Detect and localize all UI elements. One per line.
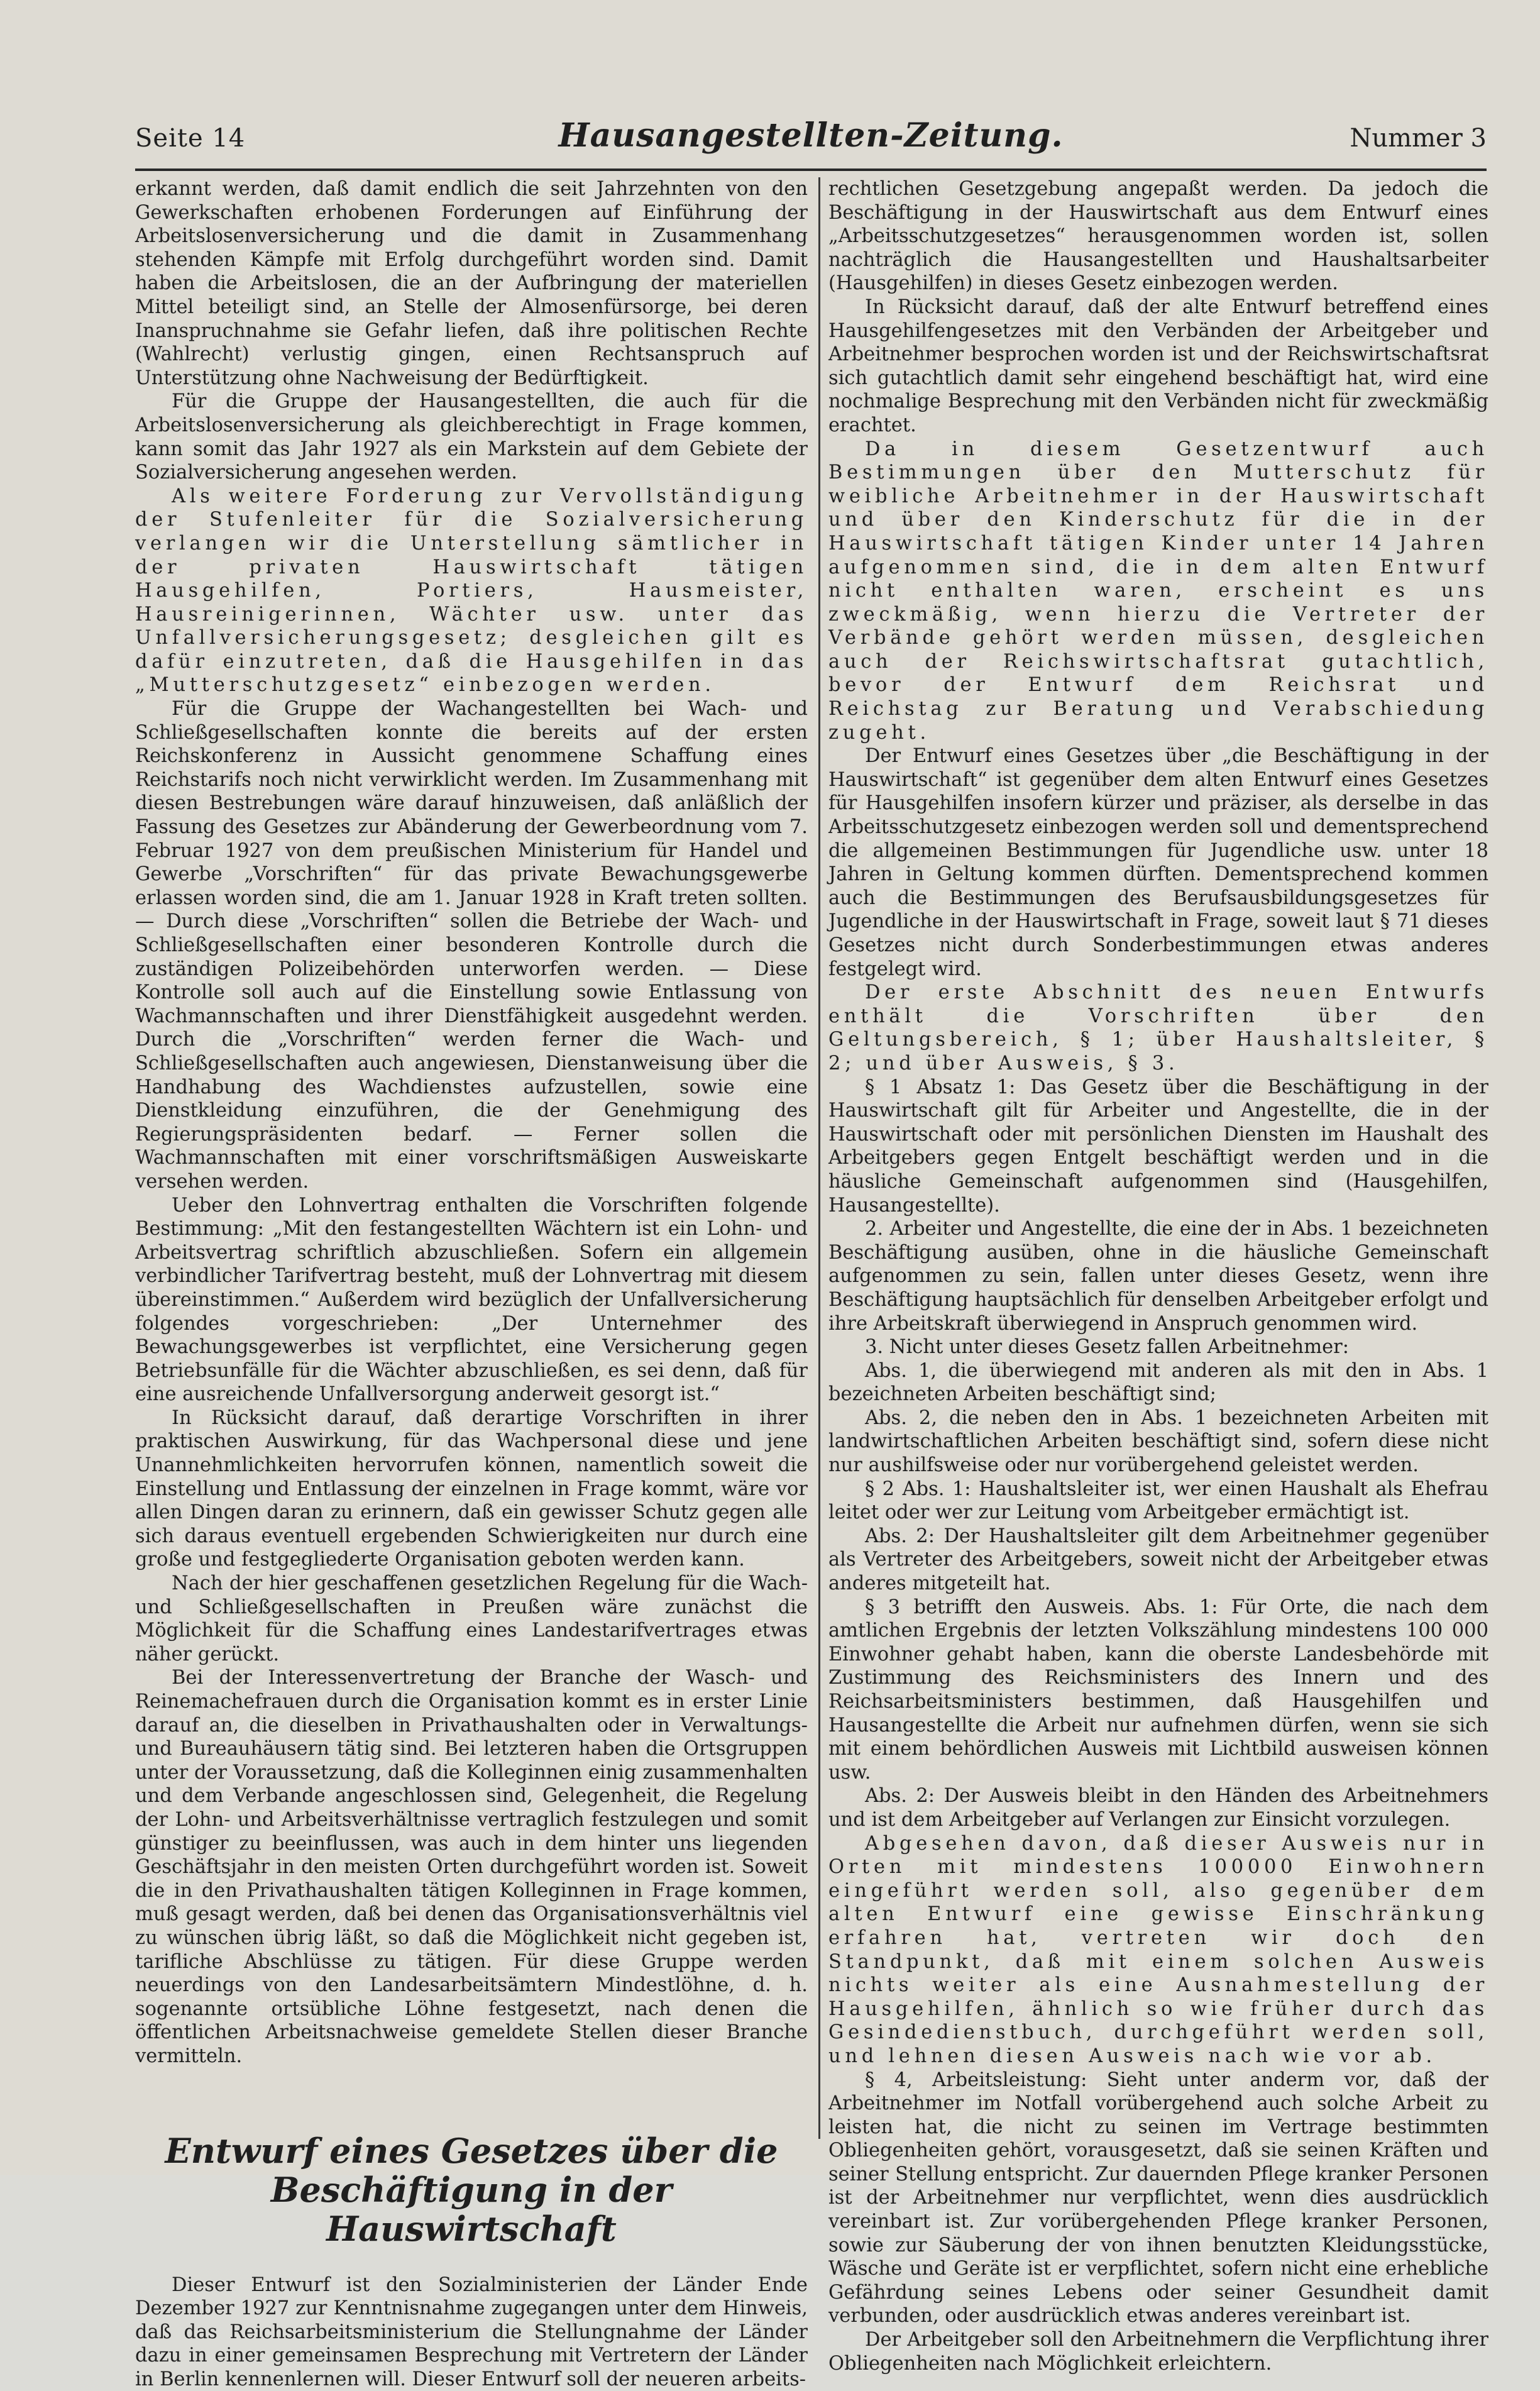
paragraph: rechtlichen Gesetzgebung angepaßt werden. Da jedoch die Beschäftigung in der Hauswirtschaft aus dem Entwurf eines „Arbeitsschutzgesetzes“ herausgenommen worden ist, sollen nachträglich die Hausangestellten und Haushaltsarbeiter (Hausgehilfen) in dieses Gesetz einbezogen werden. — [828, 177, 1488, 295]
column-divider — [818, 177, 820, 2139]
paragraph: 2. Arbeiter und Angestellte, die eine der in Abs. 1 bezeichneten Beschäftigung ausüben, ohne in die häusliche Gemeinschaft aufgenommen zu sein, fallen unter dieses Gesetz, wenn ihre Beschäftigung hauptsächlich für denselben Arbeitgeber erfolgt und ihre Arbeitskraft überwiegend in Anspruch genommen wird. — [828, 1217, 1488, 1335]
paragraph: § 3 betrifft den Ausweis. Abs. 1: Für Orte, die nach dem amtlichen Ergebnis der letzten Volkszählung mindestens 100 000 Einwohner gehabt haben, kann die oberste Landesbehörde mit Zustimmung des Reichsministers des Innern und des Reichsarbeitsministers bestimmen, daß Hausgehilfen und Hausangestellte die Arbeit nur aufnehmen dürfen, wenn sie sich mit einem behördlichen Ausweis mit Lichtbild ausweisen können usw. — [828, 1596, 1488, 1785]
paragraph: In Rücksicht darauf, daß der alte Entwurf betreffend eines Hausgehilfengesetzes mit den Verbänden der Arbeitgeber und Arbeitnehmer besprochen worden ist und der Reichswirtschaftsrat sich gutachtlich damit sehr eingehend beschäftigt hat, wird eine nochmalige Besprechung mit den Verbänden nicht für zweckmäßig erachtet. — [828, 295, 1488, 438]
paragraph: Abgesehen davon, daß dieser Ausweis nur in Orten mit mindestens 100000 Einwohnern eingeführt werden soll, also gegenüber dem alten Entwurf eine gewisse Einschränkung erfahren hat, vertreten wir doch den Standpunkt, daß mit einem solchen Ausweis nichts weiter als eine Ausnahmestellung der Hausgehilfen, ähnlich so wie früher durch das Gesindedienstbuch, durchgeführt werden soll, und lehnen diesen Ausweis nach wie vor ab. — [828, 1832, 1488, 2068]
paragraph: Für die Gruppe der Wachangestellten bei Wach- und Schließgesellschaften konnte die bereits auf der ersten Reichskonferenz in Aussicht genommene Schaffung eines Reichstarifs noch nicht verwirklicht werden. Im Zusammenhang mit diesen Bestrebungen wäre darauf hinzuweisen, daß anläßlich der Fassung des Gesetzes zur Abänderung der Gewerbeordnung vom 7. Februar 1927 von dem preußischen Ministerium für Handel und Gewerbe „Vorschriften“ für das private Bewachungsgewerbe erlassen worden sind, die am 1. Januar 1928 in Kraft treten sollten. — Durch diese „Vorschriften“ sollen die Betriebe der Wach- und Schließgesellschaften einer besonderen Kontrolle durch die zuständigen Polizeibehörden unterworfen werden. — Diese Kontrolle soll auch auf die Einstellung sowie Entlassung von Wachmannschaften und ihrer Dienstfähigkeit ausgedehnt werden. Durch die „Vorschriften“ werden ferner die Wach- und Schließgesellschaften auch angewiesen, Dienstanweisung über die Handhabung des Wachdienstes aufzustellen, sowie eine Dienstkleidung einzuführen, die der Genehmigung des Regierungspräsidenten bedarf. — Ferner sollen die Wachmannschaften mit einer vorschriftsmäßigen Ausweiskarte versehen werden. — [135, 697, 808, 1193]
paragraph: § 4, Arbeitsleistung: Sieht unter anderm vor, daß der Arbeitnehmer im Notfall vorübergehend auch solche Arbeit zu leisten hat, die nicht zu seinen im Vertrage bestimmten Obliegenheiten gehört, vorausgesetzt, daß sie seinen Kräften und seiner Stellung entspricht. Zur dauernden Pflege kranker Personen ist der Arbeitnehmer nur verpflichtet, wenn dies ausdrücklich vereinbart ist. Zur vorübergehenden Pflege kranker Personen, sowie zur Säuberung der von ihnen benutzten Kleidungsstücke, Wäsche und Geräte ist er verpflichtet, sofern nicht eine erhebliche Gefährdung seines Lebens oder seiner Gesundheit damit verbunden, oder ausdrücklich etwas anderes vereinbart ist. — [828, 2068, 1488, 2329]
paragraph: Ueber den Lohnvertrag enthalten die Vorschriften folgende Bestimmung: „Mit den festangestellten Wächtern ist ein Lohn- und Arbeitsvertrag schriftlich abzuschließen. Sofern ein allgemein verbindlicher Tarifvertrag besteht, muß der Lohnvertrag mit diesem übereinstimmen.“ Außerdem wird bezüglich der Unfallversicherung folgendes vorgeschrieben: „Der Unternehmer des Bewachungsgewerbes ist verpflichtet, eine Versicherung gegen Betriebsunfälle für die Wächter abzuschließen, es sei denn, daß für eine ausreichende Unfallversorgung anderweit gesorgt ist.“ — [135, 1194, 808, 1406]
paragraph: Abs. 2: Der Haushaltsleiter gilt dem Arbeitnehmer gegenüber als Vertreter des Arbeitgebers, soweit nicht der Arbeitgeber etwas anderes mitgeteilt hat. — [828, 1525, 1488, 1596]
page-number: Seite 14 — [135, 124, 245, 153]
title-gap — [135, 2248, 808, 2273]
paragraph: Nach der hier geschaffenen gesetzlichen Regelung für die Wach- und Schließgesellschaften in Preußen wäre zunächst die Möglichkeit für die Schaffung eines Landestarifvertrages etwas näher gerückt. — [135, 1572, 808, 1666]
paragraph: Da in diesem Gesetzentwurf auch Bestimmungen über den Mutterschutz für weibliche Arbeitnehmer in der Hauswirtschaft und über den Kinderschutz für die in der Hauswirtschaft tätigen Kinder unter 14 Jahren aufgenommen sind, die in dem alten Entwurf nicht enthalten waren, erscheint es uns zweckmäßig, wenn hierzu die Vertreter der Verbände gehört werden müssen, desgleichen auch der Reichswirtschaftsrat gutachtlich, bevor der Entwurf dem Reichsrat und Reichstag zur Beratung und Verabschiedung zugeht. — [828, 438, 1488, 745]
section-gap — [135, 2068, 808, 2131]
header-rule — [135, 168, 1487, 171]
paragraph: Für die Gruppe der Hausangestellten, die auch für die Arbeitslosenversicherung als gleichberechtigt in Frage kommen, kann somit das Jahr 1927 als ein Markstein auf dem Gebiete der Sozialversicherung angesehen werden. — [135, 390, 808, 484]
paragraph: Abs. 2, die neben den in Abs. 1 bezeichneten Arbeiten mit landwirtschaftlichen Arbeiten beschäftigt sind, sofern diese nicht nur aushilfsweise oder nur vorübergehend geleistet werden. — [828, 1406, 1488, 1477]
right-column — [828, 177, 1488, 2139]
paragraph: 3. Nicht unter dieses Gesetz fallen Arbeitnehmer: — [828, 1335, 1488, 1359]
paragraph: Der erste Abschnitt des neuen Entwurfs enthält die Vorschriften über den Geltungsbereich, § 1; über Haushaltsleiter, § 2; und über Ausweis, § 3. — [828, 981, 1488, 1075]
paragraph: Bei der Interessenvertretung der Branche der Wasch- und Reinemachefrauen durch die Organisation kommt es in erster Linie darauf an, die dieselben in Privathaushalten oder in Verwaltungs- und Bureauhäusern tätig sind. Bei letzteren haben die Ortsgruppen unter der Voraussetzung, daß die Kolleginnen einig zusammenhalten und dem Verbande angeschlossen sind, Gelegenheit, die Regelung der Lohn- und Arbeitsverhältnisse vertraglich festzulegen und somit günstiger zu beeinflussen, was auch in dem hinter uns liegenden Geschäftsjahr in den meisten Orten durchgeführt worden ist. Soweit die in den Privathaushalten tätigen Kolleginnen in Frage kommen, muß gesagt werden, daß bei denen das Organisationsverhältnis viel zu wünschen übrig läßt, so daß die Möglichkeit nicht gegeben ist, tarifliche Abschlüsse zu tätigen. Für diese Gruppe werden neuerdings von den Landesarbeitsämtern Mindestlöhne, d. h. sogenannte ortsübliche Löhne festgesetzt, nach denen die öffentlichen Arbeitsnachweise gemeldete Stellen dieser Branche vermitteln. — [135, 1666, 808, 2068]
paragraph: Abs. 1, die überwiegend mit anderen als mit den in Abs. 1 bezeichneten Arbeiten beschäftigt sind; — [828, 1359, 1488, 1406]
paragraph: In Rücksicht darauf, daß derartige Vorschriften in ihrer praktischen Auswirkung, für das Wachpersonal diese und jene Unannehmlichkeiten hervorrufen können, namentlich soweit die Einstellung und Entlassung der einzelnen in Frage kommt, wäre vor allen Dingen daran zu erinnern, daß ein gewisser Schutz gegen alle sich daraus eventuell ergebenden Schwierigkeiten nur durch eine große und festgegliederte Organisation geboten werden kann. — [135, 1406, 808, 1572]
left-column — [135, 177, 808, 2139]
paragraph: § 1 Absatz 1: Das Gesetz über die Beschäftigung in der Hauswirtschaft gilt für Arbeiter und Angestellte, die in der Hauswirtschaft oder mit persönlichen Diensten im Haushalt des Arbeitgebers gegen Entgelt beschäftigt werden und in die häusliche Gemeinschaft aufgenommen sind (Hausgehilfen, Hausangestellte). — [828, 1076, 1488, 1218]
paragraph: § 2 Abs. 1: Haushaltsleiter ist, wer einen Haushalt als Ehefrau leitet oder wer zur Leitung vom Arbeitgeber ermächtigt ist. — [828, 1477, 1488, 1525]
article-title: Entwurf eines Gesetzes über die Beschäftigung in der Hauswirtschaft — [135, 2131, 808, 2248]
paragraph: erkannt werden, daß damit endlich die seit Jahrzehnten von den Gewerkschaften erhobenen Forderungen auf Einführung der Arbeitslosenversicherung und die damit in Zusammenhang stehenden Kämpfe mit Erfolg durchgeführt worden sind. Damit haben die Arbeitslosen, die an der Aufbringung der materiellen Mittel beteiligt sind, an Stelle der Almosenfürsorge, bei deren Inanspruchnahme sie Gefahr liefen, daß ihre politischen Rechte (Wahlrecht) verlustig gingen, einen Rechtsanspruch auf Unterstützung ohne Nachweisung der Bedürftigkeit. — [135, 177, 808, 390]
issue-number: Nummer 3 — [1350, 124, 1487, 153]
paragraph: Abs. 2: Der Ausweis bleibt in den Händen des Arbeitnehmers und ist dem Arbeitgeber auf Verlangen zur Einsicht vorzulegen. — [828, 1784, 1488, 1831]
newspaper-title: Hausangestellten-Zeitung. — [135, 116, 1487, 155]
paragraph: Der Arbeitgeber soll den Arbeitnehmern die Verpflichtung ihrer Obliegenheiten nach Möglichkeit erleichtern. — [828, 2328, 1488, 2375]
page-header — [135, 116, 1487, 160]
paragraph: Dieser Entwurf ist den Sozialministerien der Länder Ende Dezember 1927 zur Kenntnisnahme zugegangen unter dem Hinweis, daß das Reichsarbeitsministerium die Stellungnahme der Länder dazu in einer gemeinsamen Besprechung mit Vertretern der Länder in Berlin kennenlernen will. Dieser Entwurf soll der neueren arbeits- — [135, 2273, 808, 2391]
paragraph: Der Entwurf eines Gesetzes über „die Beschäftigung in der Hauswirtschaft“ ist gegenüber dem alten Entwurf eines Gesetzes für Hausgehilfen insofern kürzer und präziser, als derselbe in das Arbeitsschutzgesetz einbezogen werden soll und dementsprechend die allgemeinen Bestimmungen für Jugendliche usw. unter 18 Jahren in Geltung kommen dürften. Dementsprechend kommen auch die Bestimmungen des Berufsausbildungsgesetzes für Jugendliche in der Hauswirtschaft in Frage, soweit laut § 71 dieses Gesetzes nicht durch Sonderbestimmungen etwas anderes festgelegt wird. — [828, 744, 1488, 981]
paragraph: Als weitere Forderung zur Vervollständigung der Stufenleiter für die Sozialversicherung verlangen wir die Unterstellung sämtlicher in der privaten Hauswirtschaft tätigen Hausgehilfen, Portiers, Hausmeister, Hausreinigerinnen, Wächter usw. unter das Unfallversicherungsgesetz; desgleichen gilt es dafür einzutreten, daß die Hausgehilfen in das „Mutterschutzgesetz“ einbezogen werden. — [135, 485, 808, 697]
